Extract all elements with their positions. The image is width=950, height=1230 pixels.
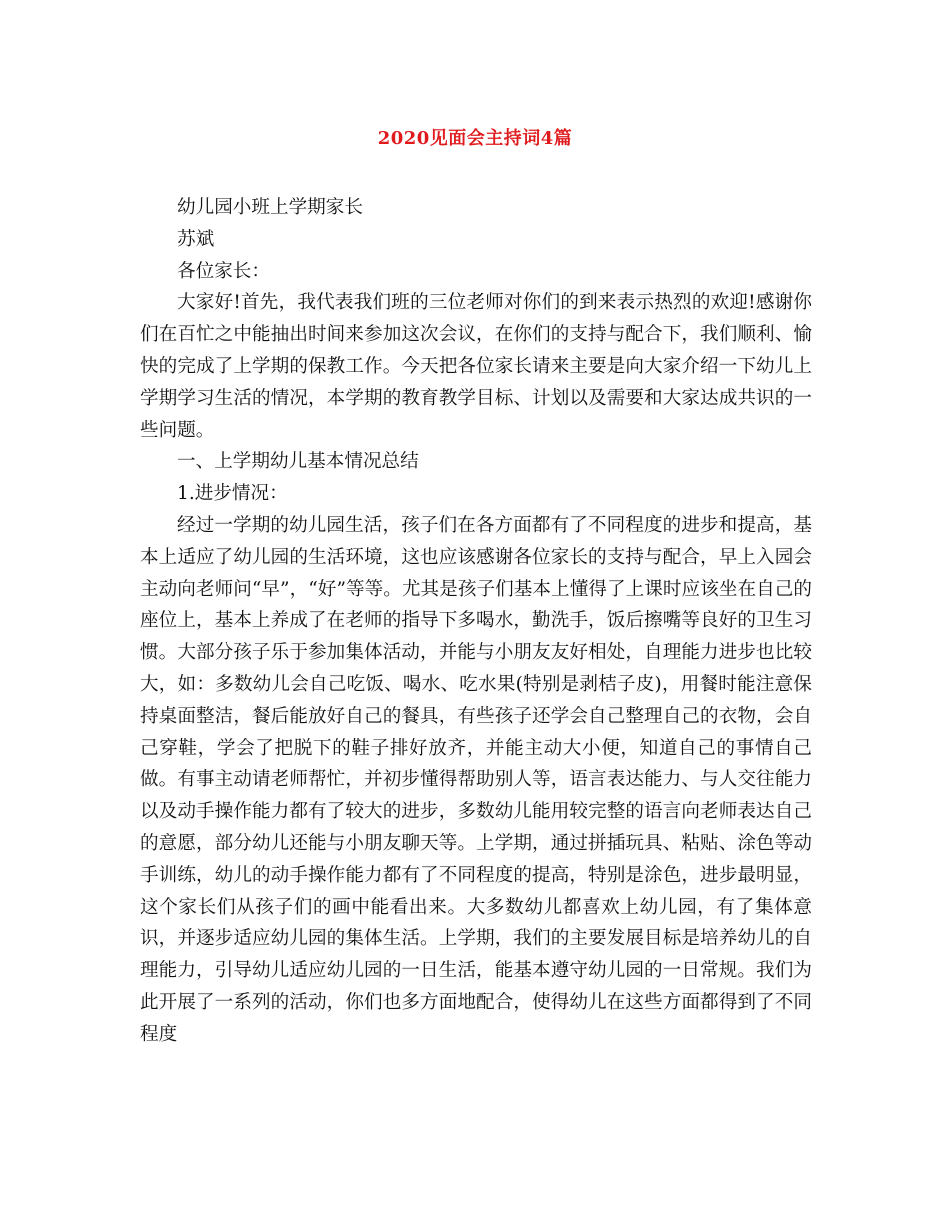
paragraph-progress: 经过一学期的幼儿园生活，孩子们在各方面都有了不同程度的进步和提高，基本上适应了幼儿园的生活环境，这也应该感谢各位家长的支持与配合，早上入园会主动向老师问“早”，“好”等等。尤其是孩子们基本上懂得了上课时应该坐在自己的座位上，基本上养成了在老师的指导下多喝水，勤洗手，饭后擦嘴等良好的卫生习惯。大部分孩子乐于参加集体活动，并能与小朋友友好相处，自理能力进步也比较大，如：多数幼儿会自己吃饭、喝水、吃水果(特别是剥桔子皮)，用餐时能注意保持桌面整洁，餐后能放好自己的餐具，有些孩子还学会自己整理自己的衣物，会自己穿鞋，学会了把脱下的鞋子排好放齐，并能主动大小便，知道自己的事情自己做。有事主动请老师帮忙，并初步懂得帮助别人等，语言表达能力、与人交往能力以及动手操作能力都有了较大的进步，多数幼儿能用较完整的语言向老师表达自己的意愿，部分幼儿还能与小朋友聊天等。上学期，通过拼插玩具、粘贴、涂色等动手训练，幼儿的动手操作能力都有了不同程度的提高，特别是涂色，进步最明显，这个家长们从孩子们的画中能看出来。大多数幼儿都喜欢上幼儿园，有了集体意识，并逐步适应幼儿园的集体生活。上学期，我们的主要发展目标是培养幼儿的自理能力，引导幼儿适应幼儿园的一日生活，能基本遵守幼儿园的一日常规。我们为此开展了一系列的活动，你们也多方面地配合，使得幼儿在这些方面都得到了不同程度 [140, 514, 812, 1045]
document-title: 2020见面会主持词4篇 [377, 128, 573, 149]
paragraph-subtitle: 幼儿园小班上学期家长 [177, 197, 363, 218]
section-heading: 一、上学期幼儿基本情况总结 [177, 451, 419, 473]
document-body [140, 192, 812, 1051]
subsection-heading: 1.进步情况： [177, 483, 288, 505]
paragraph-greeting: 各位家长： [177, 260, 270, 282]
paragraph-welcome: 大家好!首先，我代表我们班的三位老师对你们的到来表示热烈的欢迎!感谢你们在百忙之中能抽出时间来参加这次会议，在你们的支持与配合下，我们顺利、愉快的完成了上学期的保教工作。今天把各位家长请来主要是向大家介绍一下幼儿上学期学习生活的情况，本学期的教育教学目标、计划以及需要和大家达成共识的一些问题。 [140, 292, 812, 441]
paragraph-author: 苏斌 [177, 228, 215, 250]
